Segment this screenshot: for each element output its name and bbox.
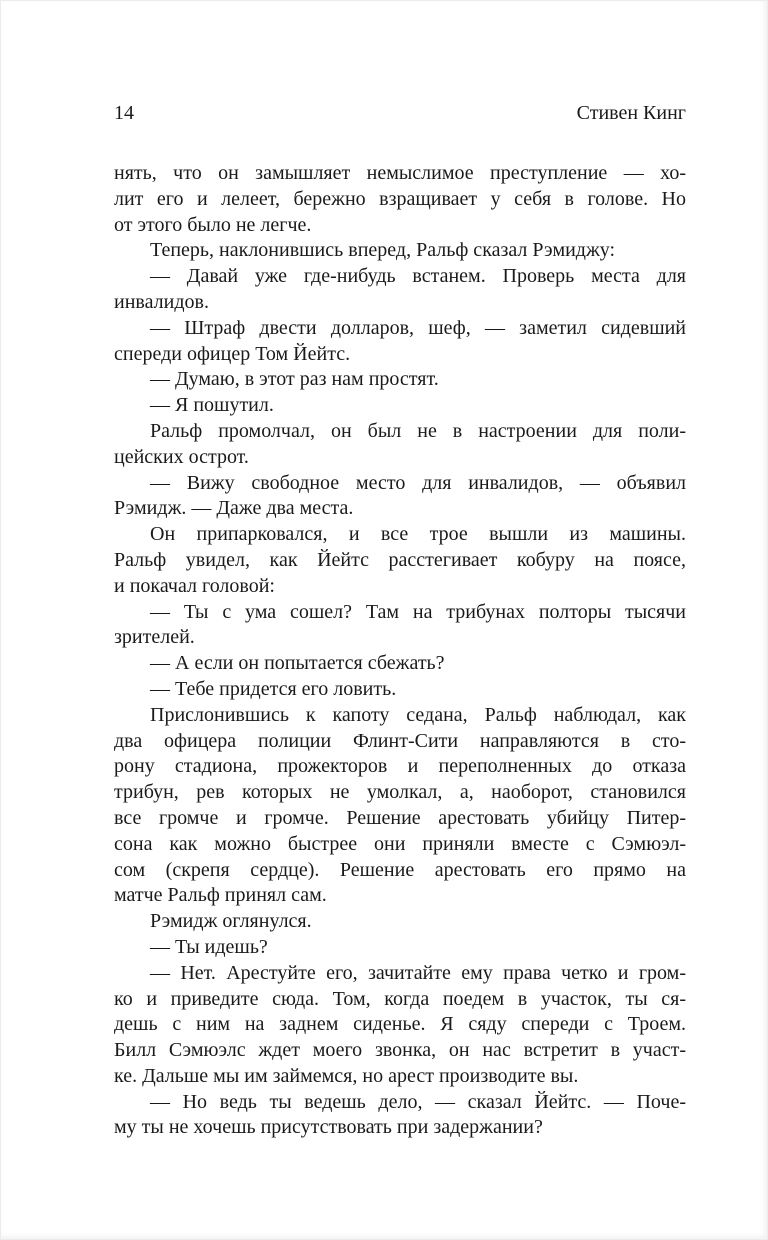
text-line: — Нет. Арестуйте его, зачитайте ему права четко и гром-: [150, 961, 686, 984]
text-line: инвалидов.: [114, 290, 209, 313]
running-header: [114, 101, 686, 125]
text-line: дешь с ним на заднем сиденье. Я сяду спереди с Троем.: [114, 1013, 686, 1036]
paragraph: [114, 677, 686, 703]
text-line: — Тебе придется его ловить.: [150, 677, 397, 700]
paragraph: [114, 419, 686, 471]
paragraph: [114, 161, 686, 238]
paragraph: [114, 522, 686, 599]
text-line: сона как можно быстрее они приняли вместе с Сэмюэл-: [114, 832, 686, 855]
paragraph: [114, 1090, 686, 1142]
text-line: — Вижу свободное место для инвалидов, — объявил: [150, 471, 686, 494]
paragraph: [114, 600, 686, 652]
text-line: Рэмидж оглянулся.: [150, 910, 312, 933]
text-line: спереди офицер Том Йейтс.: [114, 342, 351, 365]
paragraph: [114, 703, 686, 909]
text-line: — Но ведь ты ведешь дело, — сказал Йейтс. — Поче-: [150, 1090, 686, 1113]
text-line: лит его и лелеет, бережно взращивает у себя в голове. Но: [114, 187, 686, 210]
text-line: трибун, рев которых не умолкал, а, наоборот, становился: [114, 781, 686, 804]
paragraph: [114, 238, 686, 264]
text-line: — Ты идешь?: [150, 935, 268, 958]
paragraph: [114, 393, 686, 419]
text-line: Билл Сэмюэлс ждет моего звонка, он нас встретит в участ-: [114, 1039, 686, 1062]
text-line: сом (скрепя сердце). Решение арестовать его прямо на: [114, 858, 686, 881]
paragraph: [114, 961, 686, 1090]
text-line: от этого было не легче.: [114, 213, 312, 236]
running-header-author: Стивен Кинг: [576, 102, 686, 124]
text-line: — Думаю, в этот раз нам простят.: [150, 368, 439, 391]
text-line: цейских острот.: [114, 445, 249, 468]
paragraph: [114, 909, 686, 935]
text-line: — Ты с ума сошел? Там на трибунах полторы тысячи: [150, 600, 686, 623]
text-line: Ральф увидел, как Йейтс расстегивает кобуру на поясе,: [114, 548, 686, 571]
text-line: ко и приведите сюда. Том, когда поедем в участок, ты ся-: [114, 987, 686, 1010]
text-line: — Я пошутил.: [150, 394, 274, 417]
text-line: му ты не хочешь присутствовать при задержании?: [114, 1116, 543, 1139]
paragraph: [114, 316, 686, 368]
page-number: 14: [114, 102, 134, 124]
paragraph: [114, 935, 686, 961]
text-line: зрителей.: [114, 626, 195, 649]
text-line: — А если он попытается сбежать?: [150, 652, 445, 675]
text-line: все громче и громче. Решение арестовать убийцу Питер-: [114, 806, 686, 829]
page-body: [114, 161, 686, 1141]
paragraph: [114, 264, 686, 316]
text-line: и покачал головой:: [114, 574, 275, 597]
text-line: — Штраф двести долларов, шеф, — заметил сидевший: [150, 316, 686, 339]
text-line: — Давай уже где-нибудь встанем. Проверь места для: [150, 265, 686, 288]
text-line: Ральф промолчал, он был не в настроении для поли-: [150, 419, 686, 442]
text-line: нять, что он замышляет немыслимое преступление — хо-: [114, 162, 686, 184]
paragraph: [114, 471, 686, 523]
text-line: матче Ральф принял сам.: [114, 884, 327, 907]
text-line: Он припарковался, и все трое вышли из машины.: [150, 523, 686, 546]
paragraph: [114, 651, 686, 677]
text-line: Теперь, наклонившись вперед, Ральф сказал Рэмиджу:: [150, 239, 616, 262]
text-line: Прислонившись к капоту седана, Ральф наблюдал, как: [150, 703, 686, 726]
text-line: два офицера полиции Флинт-Сити направляются в сто-: [114, 729, 686, 752]
text-line: рону стадиона, прожекторов и переполненных до отказа: [114, 755, 686, 778]
text-line: ке. Дальше мы им займемся, но арест производите вы.: [114, 1064, 579, 1087]
text-line: Рэмидж. — Даже два места.: [114, 497, 354, 520]
paragraph: [114, 367, 686, 393]
